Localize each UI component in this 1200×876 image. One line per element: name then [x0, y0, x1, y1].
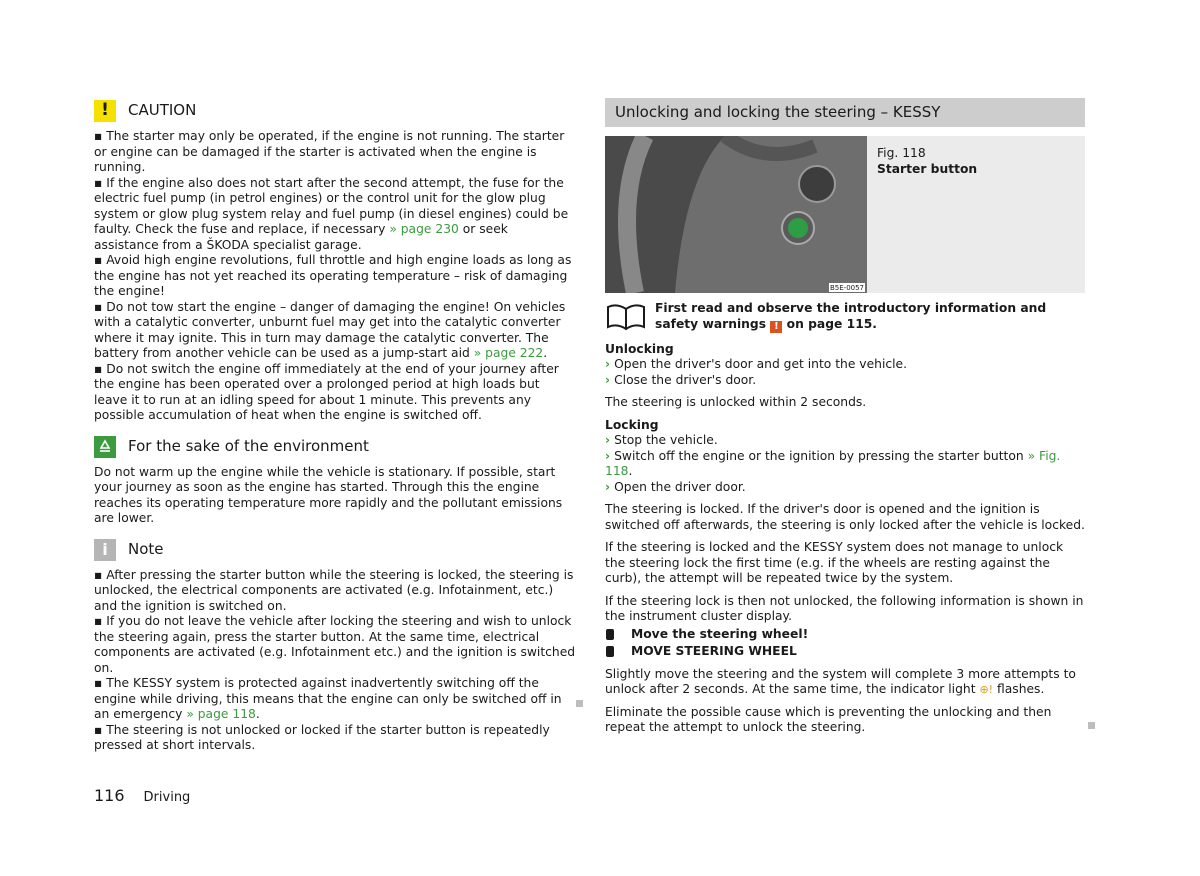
caution-item-5: ▪ Do not switch the engine off immediately at the end of your journey after the engine has been operated over a prolonged period at high loads but leave it to run at an idling speed for about 1 minute. This prevents any possible accumulation of heat when the engine is switched off.	[94, 361, 559, 422]
info-icon: i	[94, 539, 116, 561]
page-number: 116	[94, 786, 125, 805]
page-222-link[interactable]: » page 222	[473, 346, 544, 360]
unlock-result: The steering is unlocked within 2 seconds.	[605, 395, 867, 409]
figure-number: Fig. 118	[877, 146, 926, 160]
book-icon	[605, 301, 647, 331]
page-230-link[interactable]: » page 230	[389, 222, 459, 236]
paragraph-retry: If the steering is locked and the KESSY system does not manage to unlock the steering lock the first time (e.g. if the wheels are resting against the curb), the attempt will be repeated twice by the system.	[605, 540, 1064, 585]
fig-118-link[interactable]: » Fig. 118	[605, 448, 1061, 478]
indicator-light-icon: ⊕!	[979, 683, 994, 696]
environment-title: For the sake of the environment	[128, 436, 369, 455]
page-footer	[94, 786, 190, 805]
locking-step-2: › Switch off the engine or the ignition by pressing the starter button » Fig. 118.	[605, 449, 1085, 480]
note-item-1: ▪ After pressing the starter button while the steering is locked, the steering is unlocked, the electrical components are activated (e.g. Infotainment, etc.) and the ignition is switched on.	[94, 567, 574, 613]
caution-item-1: ▪ The starter may only be operated, if the engine is not running. The starter or engine can be damaged if the starter is activated when the engine is running.	[94, 129, 565, 174]
note-item-2: ▪ If you do not leave the vehicle after locking the steering and wish to unlock the steering again, press the starter button. At the same time, electrical components are activated (e.g. Infotainment etc.) and the ignition is switched on.	[94, 614, 576, 675]
caution-header	[94, 98, 576, 124]
unlocking-title: Unlocking	[605, 341, 674, 356]
figure-title: Starter button	[877, 161, 978, 176]
caution-title: CAUTION	[128, 101, 197, 120]
caution-item-3: ▪ Avoid high engine revolutions, full throttle and high engine loads as long as the engine has not yet reached its operating temperature – risk of damaging the engine!	[94, 253, 572, 298]
paragraph-display: If the steering lock is then not unlocked, the following information is shown in the instrument cluster display.	[605, 593, 1084, 623]
environment-header	[94, 434, 576, 460]
locking-step-1: › Stop the vehicle.	[605, 433, 1085, 449]
display-icon-1	[606, 629, 614, 640]
chapter-title: Driving	[143, 790, 191, 805]
figure-code: B5E-0057	[829, 284, 865, 292]
end-mark-left	[576, 700, 583, 707]
paragraph-eliminate: Eliminate the possible cause which is preventing the unlocking and then repeat the attempt to unlock the steering.	[605, 704, 1052, 734]
environment-text: Do not warm up the engine while the vehicle is stationary. If possible, start your journey as soon as the engine has started. Through this the engine reaches its operating temperature more rapidly and the pollutant emissions are lower.	[94, 464, 563, 525]
unlocking-step-1: › Open the driver's door and get into the vehicle.	[605, 357, 1085, 373]
section-title: Unlocking and locking the steering – KESSY	[605, 98, 1085, 127]
warning-icon: !	[770, 321, 782, 333]
display-message-2: MOVE STEERING WHEEL	[605, 644, 1085, 660]
read-first-notice: First read and observe the introductory information and safety warnings ! on page 115.	[605, 301, 1085, 333]
caution-item-4: ▪ Do not tow start the engine – danger of damaging the engine! On vehicles with a catalytic converter, unburnt fuel may get into the catalytic converter where it may ignite. This in turn may damage the catalytic converter. The battery from another vehicle can be used as a jump-start aid » page 222.	[94, 299, 566, 360]
left-column	[94, 98, 576, 754]
end-mark-right	[1088, 722, 1095, 729]
unlocking-step-2: › Close the driver's door.	[605, 373, 1085, 389]
figure-118	[605, 136, 1085, 293]
paragraph-locked: The steering is locked. If the driver's door is opened and the ignition is switched off afterwards, the steering is only locked after the vehicle is locked.	[605, 502, 1085, 532]
figure-caption	[877, 146, 977, 177]
recycle-icon	[94, 436, 116, 458]
starter-button-illustration	[605, 136, 867, 293]
note-item-4: ▪ The steering is not unlocked or locked if the starter button is repeatedly pressed at short intervals.	[94, 722, 550, 752]
paragraph-attempts: Slightly move the steering and the system will complete 3 more attempts to unlock after 2 seconds. At the same time, the indicator light ⊕! flashes.	[605, 666, 1076, 696]
caution-item-2: ▪ If the engine also does not start after the second attempt, the fuse for the electric fuel pump (in petrol engines) or the control unit for the glow plug system or glow plug system relay and fuel pump (in diesel engines) could be faulty. Check the fuse and replace, if necessary » page 230 or seek assistance from a ŠKODA specialist garage.	[94, 175, 569, 252]
display-icon-2	[606, 646, 614, 657]
note-header	[94, 537, 576, 563]
locking-step-3: › Open the driver door.	[605, 480, 1085, 496]
note-item-3: ▪ The KESSY system is protected against inadvertently switching off the engine while driving, this means that the engine can only be switched off in an emergency » page 118.	[94, 676, 562, 721]
note-title: Note	[128, 539, 164, 558]
locking-title: Locking	[605, 417, 659, 432]
display-message-1: Move the steering wheel!	[605, 627, 1085, 643]
page-118-link[interactable]: » page 118	[186, 707, 256, 721]
right-column	[605, 98, 1085, 736]
caution-icon: !	[94, 100, 116, 122]
